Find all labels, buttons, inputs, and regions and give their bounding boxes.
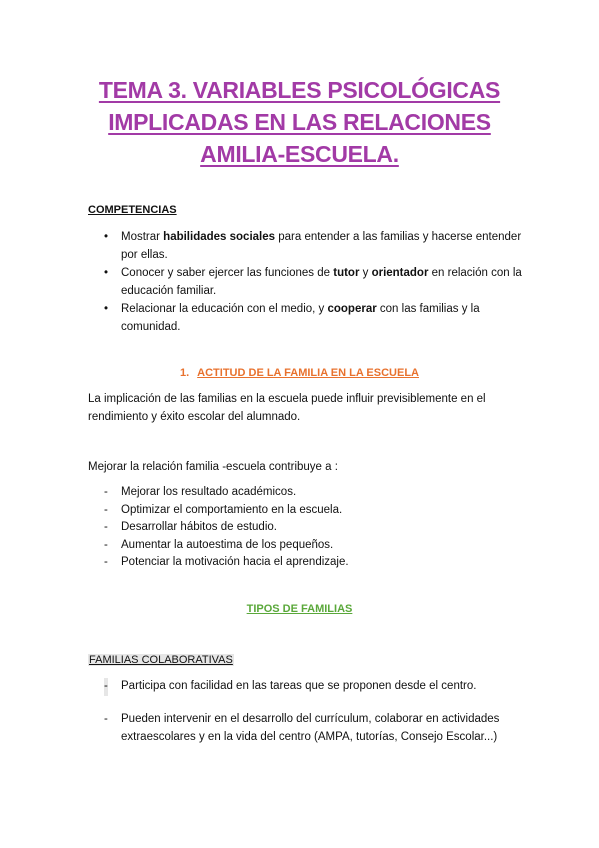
competencias-heading: COMPETENCIAS [88,204,177,216]
bullet-icon: • [104,267,109,279]
dash-icon: - [104,678,108,696]
competencia-item: • Mostrar habilidades sociales para entender a las familias y hacerse entender por ellas. [104,231,522,261]
competencia-item: • Conocer y saber ejercer las funciones de tutor y orientador en relación con la educación familiar. [104,267,522,297]
dash-icon: - [104,503,108,516]
list-item: - Optimizar el comportamiento en la escuela. [104,502,534,520]
dash-icon: - [104,538,108,551]
list-item: - Participa con facilidad en las tareas que se proponen desde el centro. [104,678,534,696]
section-1-paragraph: La implicación de las familias en la escuela puede influir previsiblemente en el rendimiento y éxito escolar del alumnado. [88,393,486,423]
bullet-icon: • [104,231,109,243]
competencia-item: • Relacionar la educación con el medio, y cooperar con las familias y la comunidad. [104,303,480,333]
dash-icon: - [104,556,108,568]
title-line-3: AMILIA-ESCUELA. [200,141,399,167]
colaborativas-list-2 [104,711,534,746]
dash-icon: - [104,521,108,533]
list-item: - Desarrollar hábitos de estudio. [104,519,534,537]
list-item: - Mejorar los resultado académicos. [104,484,534,502]
section-title: ACTITUD DE LA FAMILIA EN LA ESCUELA [197,367,419,379]
section-1-heading [0,367,599,379]
title-line-2: IMPLICADAS EN LAS RELACIONES [108,109,491,135]
bullet-icon: • [104,303,109,315]
section-number: 1. [179,367,190,379]
competencias-list [104,229,524,337]
title-line-1: TEMA 3. VARIABLES PSICOLÓGICAS [98,77,501,103]
familias-colaborativas-heading: FAMILIAS COLABORATIVAS [89,654,233,666]
dash-icon: - [104,713,108,725]
section-1-intro: Mejorar la relación familia -escuela contribuye a : [88,461,338,473]
list-item: - Aumentar la autoestima de los pequeños. [104,537,534,555]
dash-icon: - [104,486,108,498]
tipos-heading: TIPOS DE FAMILIAS [246,603,353,615]
document-title [40,74,559,170]
list-item: - Potenciar la motivación hacia el aprendizaje. [104,554,534,572]
colaborativas-list [104,678,534,696]
list-item: - Pueden intervenir en el desarrollo del currículum, colaborar en actividades extraescolares y en la vida del centro (AMPA, tutorías, Consejo Escolar...) [104,713,500,743]
mejoras-list [104,484,534,572]
